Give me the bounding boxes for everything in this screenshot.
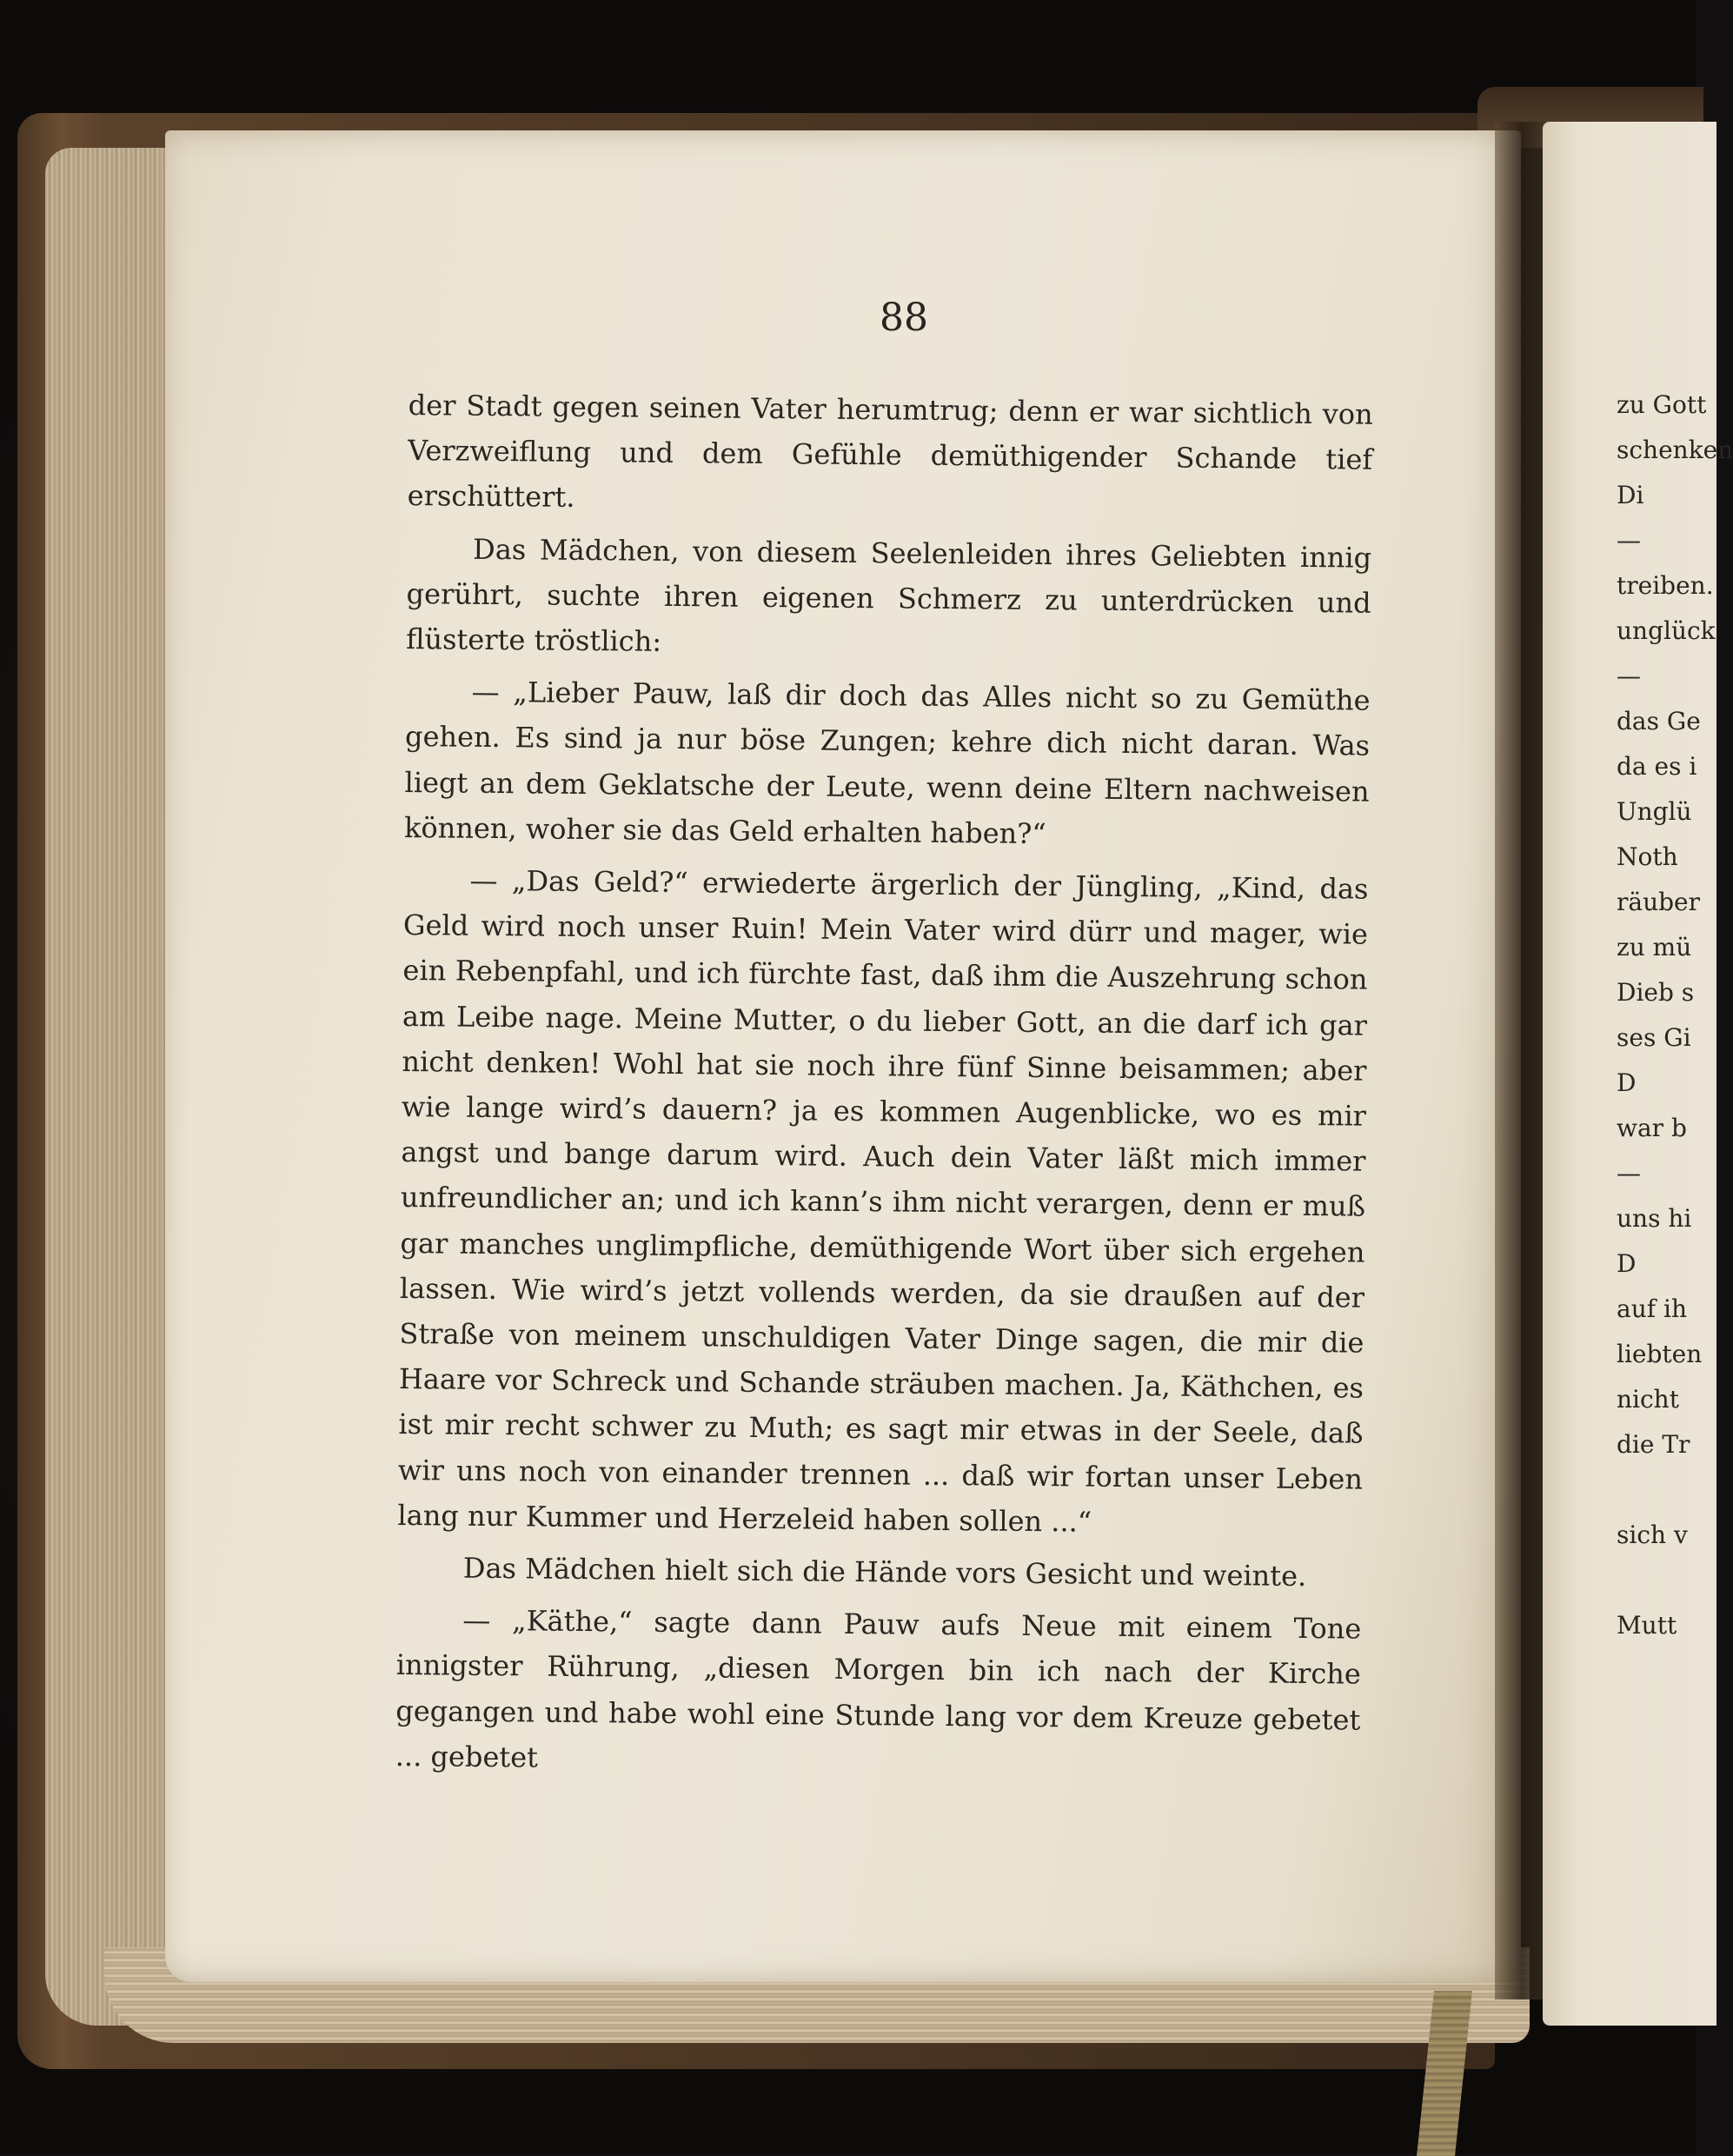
right-page-line: räuber: [1617, 888, 1700, 916]
right-page-line: —: [1617, 1159, 1641, 1188]
right-page-line: uns hi: [1617, 1204, 1692, 1233]
right-page-line: da es i: [1617, 752, 1697, 781]
right-page-line: sich v: [1617, 1521, 1688, 1549]
right-page-line: liebten: [1617, 1340, 1703, 1368]
paragraph: — „Käthe,“ sagte dann Pauw aufs Neue mit einem Tone innigster Rührung, „diesen Morgen bin ich nach der Kirche gegangen und habe wohl eine Stunde lang vor dem Kreuze gebetet ... gebetet: [395, 1603, 1362, 1774]
paragraph: Das Mädchen hielt sich die Hände vors Gesicht und weinte.: [462, 1551, 1307, 1594]
right-page-line: schenken: [1617, 436, 1733, 464]
right-page-line: D: [1617, 1249, 1637, 1278]
right-page-line: Di: [1617, 481, 1644, 509]
right-page-line: auf ih: [1617, 1294, 1687, 1323]
right-page-line: zu mü: [1617, 933, 1692, 962]
right-page-line: unglück: [1617, 616, 1716, 645]
page-text: [395, 383, 1373, 1795]
right-page-line: die Tr: [1617, 1430, 1690, 1459]
paragraph: Das Mädchen, von diesem Seelenleiden ihres Geliebten innig gerührt, suchte ihren eigenen Schmerz zu unterdrücken und flüsterte tröstlich:: [405, 532, 1372, 658]
right-page-fragments: [1617, 383, 1733, 1648]
paragraph: der Stadt gegen seinen Vater herumtrug; denn er war sichtlich von Verzweiflung und dem Gefühle demüthigender Schande tief erschüttert.: [407, 388, 1373, 515]
right-page-line: —: [1617, 526, 1641, 555]
right-page-line: Mutt: [1617, 1611, 1677, 1640]
right-page-line: —: [1617, 662, 1641, 690]
right-page-line: zu Gott: [1617, 390, 1707, 419]
right-page-line: Noth: [1617, 842, 1678, 871]
right-page-line: war b: [1617, 1114, 1687, 1142]
right-page-line: treiben.: [1617, 571, 1714, 600]
right-page-line: das Ge: [1617, 707, 1701, 735]
paragraph: — „Das Geld?“ erwiederte ärgerlich der Jüngling, „Kind, das Geld wird noch unser Ruin! Mein Vater wird dürr und mager, wie ein Rebenpfahl, und ich fürchte fast, daß ihm die Auszehrung schon am Leibe nage. Meine Mutter, o du lieber Gott, an die darf ich gar nicht denken! Wohl hat sie noch ihre fünf Sinne beisammen; aber wie lange wird’s dauern? ja es kommen Augenblicke, wo es mir angst und bange darum wird. Auch dein Vater läßt mich immer unfreundlicher an; und ich kann’s ihm nicht verargen, denn er muß gar manches unglimpfliche, demüthigende Wort über sich ergehen lassen. Wie wird’s jetzt vollends werden, da sie draußen auf der Straße von meinem unschuldigen Vater Dinge sagen, die mir die Haare vor Schreck und Schande sträuben machen. Ja, Käthchen, es ist mir recht schwer zu Muth; es sagt mir etwas in der Seele, daß wir uns noch von einander trennen ... daß wir fortan unser Leben lang nur Kummer und Herzeleid haben sollen ...“: [397, 863, 1369, 1539]
right-page-line: ses Gi: [1617, 1023, 1691, 1052]
right-page-line: Dieb s: [1617, 978, 1695, 1007]
page-edges-left: [45, 148, 176, 2026]
right-page-line: nicht: [1617, 1385, 1679, 1414]
right-page-line: Unglü: [1617, 797, 1692, 826]
page-number: 88: [880, 296, 928, 340]
right-page-line: D: [1617, 1068, 1637, 1097]
right-page-line: [1617, 1467, 1703, 1513]
paragraph: — „Lieber Pauw, laß dir doch das Alles nicht so zu Gemüthe gehen. Es sind ja nur böse Zungen; kehre dich nicht daran. Was liegt an dem Geklatsche der Leute, wenn deine Eltern nachweisen können, woher sie das Geld erhalten haben?“: [403, 675, 1371, 850]
right-page-line: [1617, 1558, 1703, 1603]
